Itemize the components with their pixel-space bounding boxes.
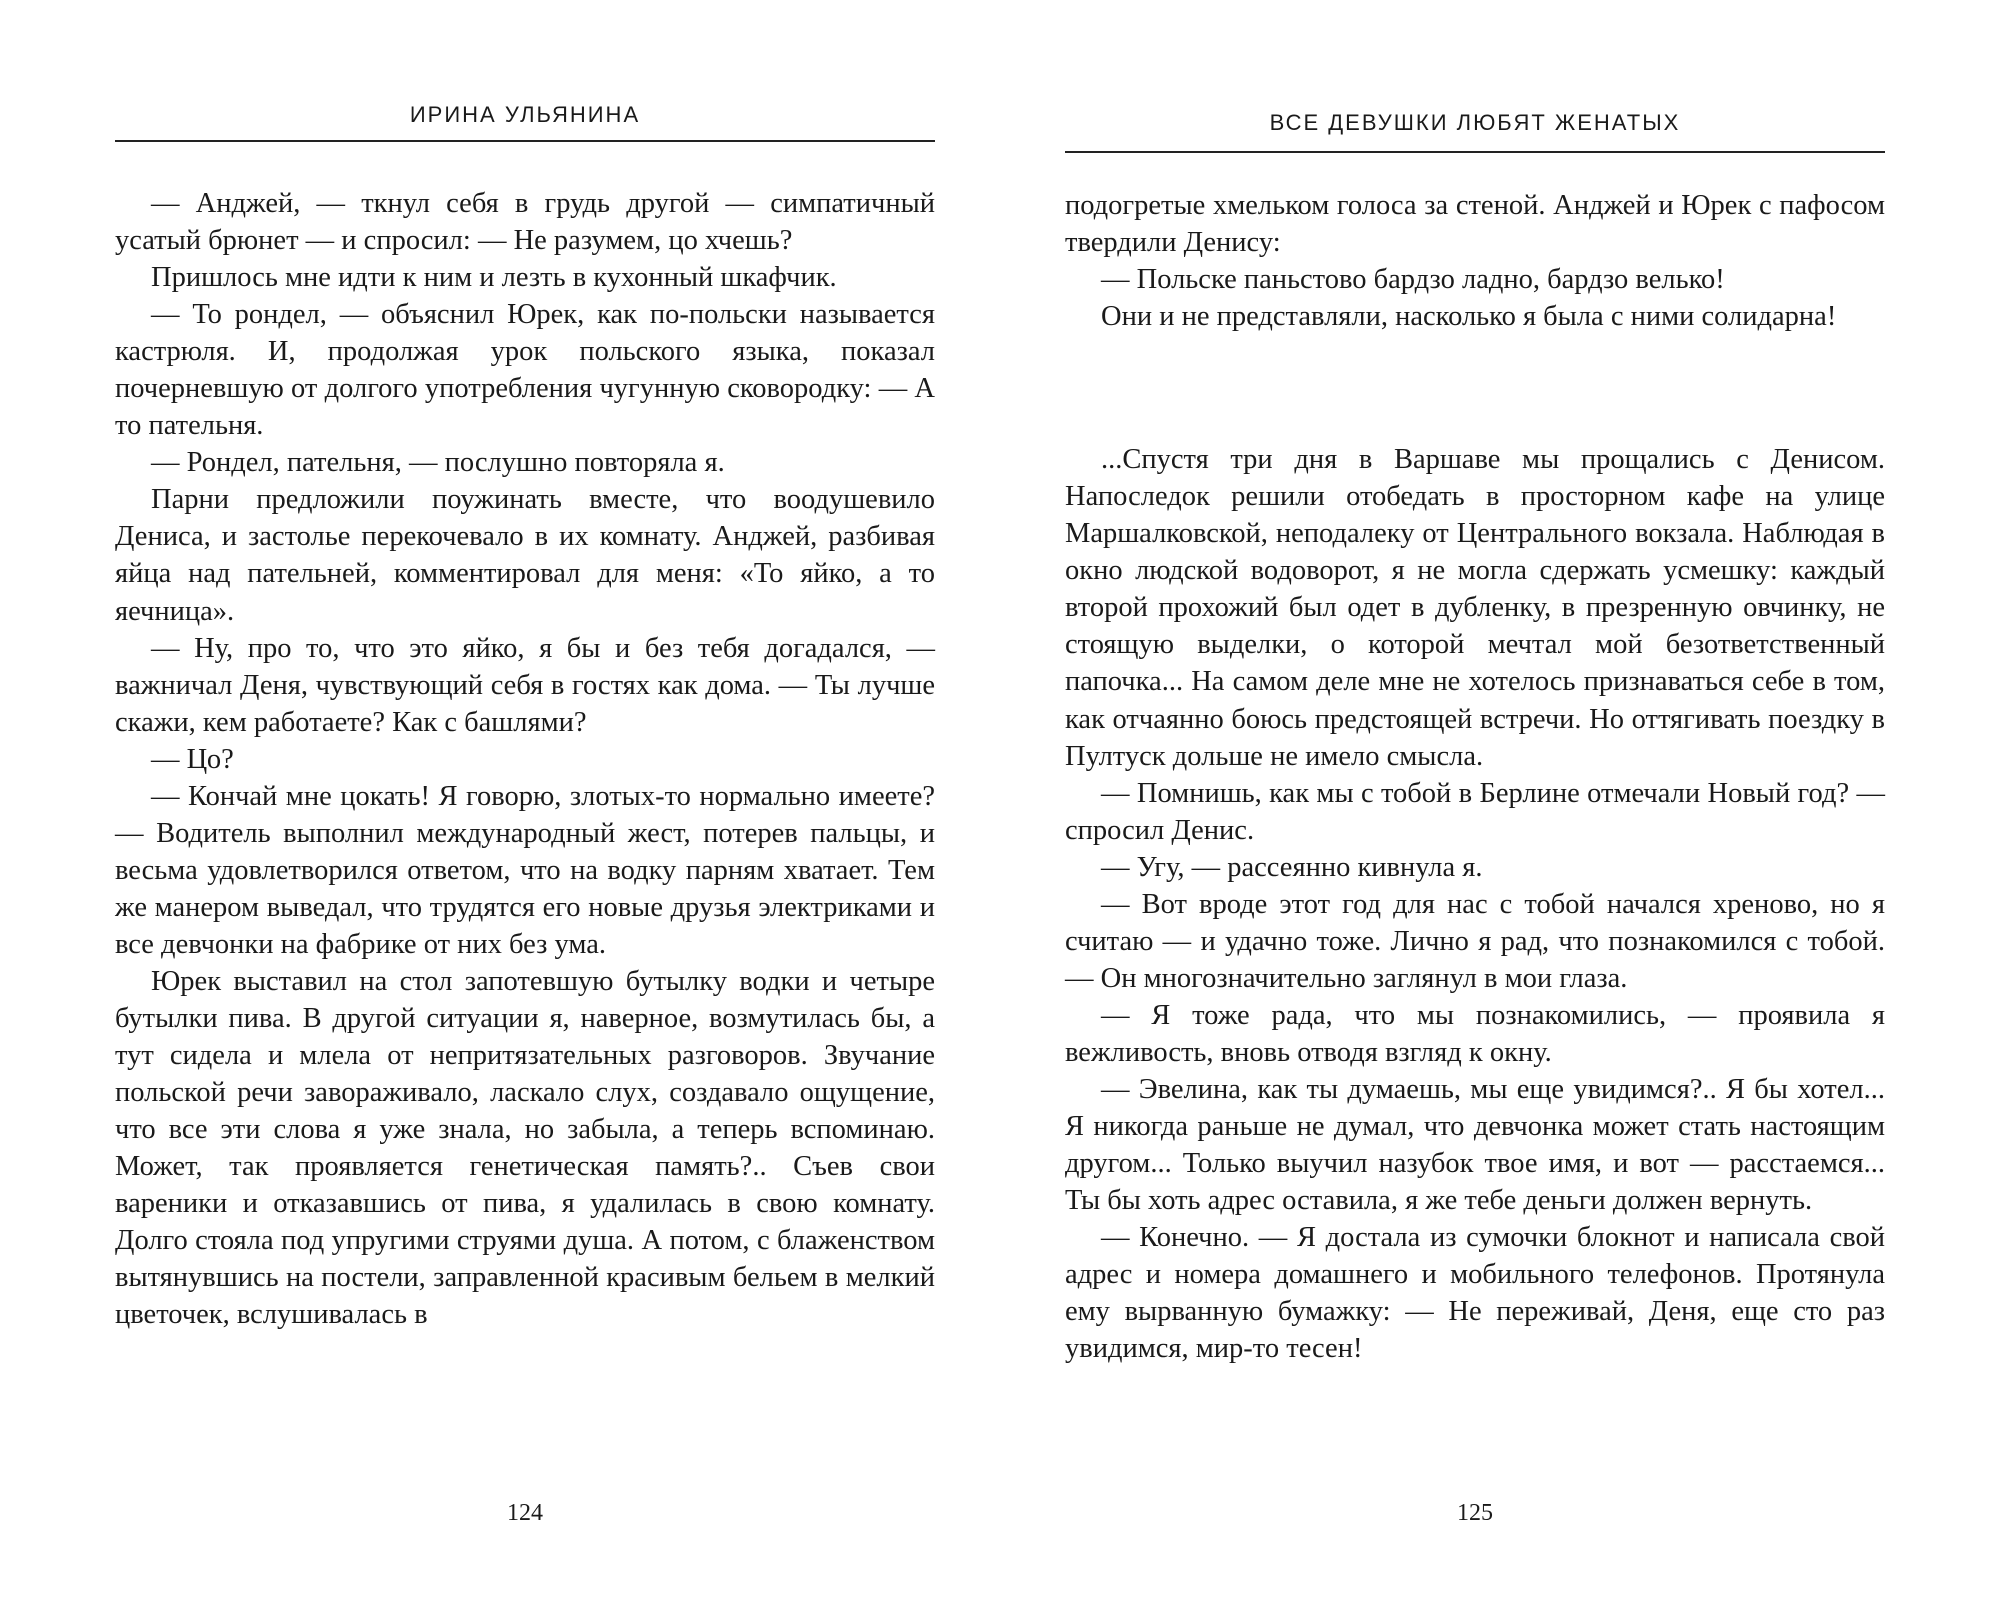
page-number: 125 (1457, 1500, 1493, 1526)
paragraph: — Помнишь, как мы с тобой в Берлине отмечали Новый год? — спросил Денис. (1065, 777, 1885, 846)
body-text (1065, 187, 1885, 1367)
paragraph: — Ну, про то, что это яйко, я бы и без тебя догадался, — важничал Деня, чувствующий себя в гостях как дома. — Ты лучше скажи, кем работаете? Как с башлями? (115, 632, 935, 738)
paragraph: — Цо? (151, 743, 234, 775)
paragraph: — Кончай мне цокать! Я говорю, злотых-то нормально имеете? — Водитель выполнил международный жест, потерев пальцы, и весьма удовлетворился ответом, что на водку парням хватает. Тем же манером выведал, что трудятся его новые друзья электриками и все девчонки на фабрике от них без ума. (115, 780, 935, 960)
paragraph: — Рондел, пательня, — послушно повторяла я. (151, 447, 725, 479)
paragraph: — Угу, — рассеянно кивнула я. (1101, 851, 1483, 883)
paragraph: Парни предложили поужинать вместе, что воодушевило Дениса, и застолье перекочевало в их комнату. Анджей, разбивая яйца над пательней, комментировал для меня: «То яйко, а то яечница». (115, 484, 935, 627)
paragraph: — Я тоже рада, что мы познакомились, — проявила я вежливость, вновь отводя взгляд к окну. (1065, 999, 1885, 1068)
paragraph: Пришлось мне идти к ним и лезть в кухонный шкафчик. (151, 262, 837, 294)
paragraph: — Анджей, — ткнул себя в грудь другой — симпатичный усатый брюнет — и спросил: — Не разумем, цо хчешь? (115, 188, 935, 257)
paragraph: — Конечно. — Я достала из сумочки блокнот и написала свой адрес и номера домашнего и мобильного телефонов. Протянула ему вырванную бумажку: — Не переживай, Деня, еще сто раз увидимся, мир-то тесен! (1065, 1222, 1885, 1365)
paragraph: — То рондел, — объяснил Юрек, как по-польски называется кастрюля. И, продолжая урок польского языка, показал почерневшую от долгого употребления чугунную сковородку: — А то пательня. (115, 299, 935, 442)
page-number: 124 (507, 1500, 543, 1526)
running-head-author: ИРИНА УЛЬЯНИНА (409, 102, 641, 127)
paragraph: Юрек выставил на стол запотевшую бутылку водки и четыре бутылки пива. В другой ситуации я, наверное, возмутилась бы, а тут сидела и млела от непритязательных разговоров. Звучание польской речи завораживало, ласкало слух, создавало ощущение, что все эти слова я уже знала, но забыла, а теперь вспоминаю. Может, так проявляется генетическая память?.. Съев свои вареники и отказавшись от пива, я удалилась в свою комнату. Долго стояла под упругими струями душа. А потом, с блаженством вытянувшись на постели, заправленной красивым бельем в мелкий цветочек, вслушивалась в (115, 965, 935, 1331)
scene-break (1065, 335, 1885, 441)
paragraph: — Польске паньстово бардзо ладно, бардзо велько! (1101, 264, 1725, 296)
header-rule (1065, 151, 1885, 153)
paragraph-continued: подогретые хмельком голоса за стеной. Анджей и Юрек с пафосом твердили Денису: (1065, 190, 1885, 259)
paragraph: ...Спустя три дня в Варшаве мы прощались с Денисом. Напоследок решили отобедать в просторном кафе на улице Маршалковской, неподалеку от Центрального вокзала. Наблюдая в окно людской водоворот, я не могла сдержать усмешку: каждый второй прохожий был одет в дубленку, в презренную овчинку, не стоящую выделки, о которой мечтал мой безответственный папочка... На самом деле мне не хотелось признаваться себе в том, как отчаянно боюсь предстоящей встречи. Но оттягивать поездку в Пултуск дольше не имело смысла. (1065, 444, 1885, 772)
running-head-title: ВСЕ ДЕВУШКИ ЛЮБЯТ ЖЕНАТЫХ (1269, 110, 1681, 135)
paragraph: — Вот вроде этот год для нас с тобой начался хреново, но я считаю — и удачно тоже. Лично я рад, что познакомился с тобой. — Он многозначительно заглянул в мои глаза. (1065, 888, 1885, 994)
body-text (115, 185, 935, 1333)
paragraph: — Эвелина, как ты думаешь, мы еще увидимся?.. Я бы хотел... Я никогда раньше не думал, что девчонка может стать настоящим другом... Только выучил назубок твое имя, и вот — расстаемся... Ты бы хоть адрес оставила, я же тебе деньги должен вернуть. (1065, 1073, 1885, 1217)
paragraph: Они и не представляли, насколько я была с ними солидарна! (1101, 301, 1837, 333)
header-rule (115, 140, 935, 142)
